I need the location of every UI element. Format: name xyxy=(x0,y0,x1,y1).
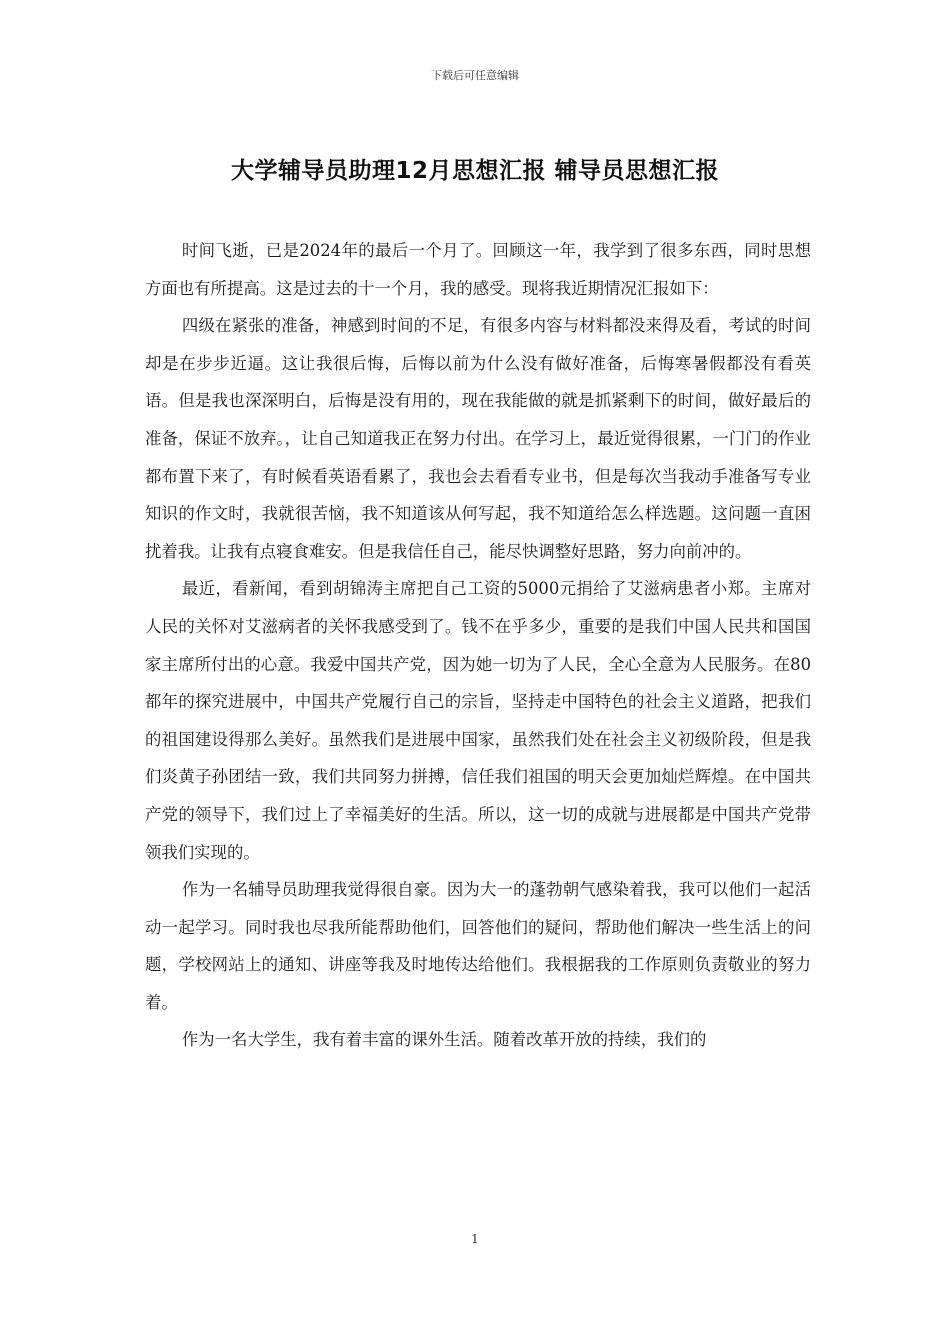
page-number: 1 xyxy=(471,1232,479,1246)
paragraph-2: 四级在紧张的准备，神感到时间的不足，有很多内容与材料都没来得及看，考试的时间却是在步步近逼。这让我很后悔，后悔以前为什么没有做好准备，后悔寒暑假都没有看英语。但是我也深深明白，后悔是没有用的，现在我能做的就是抓紧剩下的时间，做好最后的准备，保证不放弃。，让自己知道我正在努力付出。在学习上，最近觉得很累，一门门的作业都布置下来了，有时候看英语看累了，我也会去看看专业书，但是每次当我动手准备写专业知识的作文时，我就很苦恼，我不知道该从何写起，我不知道给怎么样选题。这问题一直困扰着我。让我有点寝食难安。但是我信任自己，能尽快调整好思路，努力向前冲的。 xyxy=(145,316,811,561)
document-body xyxy=(145,232,811,1059)
paragraph-5: 作为一名大学生，我有着丰富的课外生活。随着改革开放的持续，我们的 xyxy=(181,1030,707,1050)
document-title: 大学辅导员助理12月思想汇报 辅导员思想汇报 xyxy=(230,158,719,184)
paragraph-1: 时间飞逝，已是2024年的最后一个月了。回顾这一年，我学到了很多东西，同时思想方面也有所提高。这是过去的十一个月，我的感受。现将我近期情况汇报如下： xyxy=(145,241,811,298)
paragraph-3: 最近，看新闻，看到胡锦涛主席把自己工资的5000元捐给了艾滋病患者小郑。主席对人民的关怀对艾滋病者的关怀我感受到了。钱不在乎多少，重要的是我们中国人民共和国国家主席所付出的心意。我爱中国共产党，因为她一切为了人民，全心全意为人民服务。在80都年的探究进展中，中国共产党履行自己的宗旨，坚持走中国特色的社会主义道路，把我们的祖国建设得那么美好。虽然我们是进展中国家，虽然我们处在社会主义初级阶段，但是我们炎黄子孙团结一致，我们共同努力拼搏，信任我们祖国的明天会更加灿烂辉煌。在中国共产党的领导下，我们过上了幸福美好的生活。所以，这一切的成就与进展都是中国共产党带领我们实现的。 xyxy=(145,579,811,862)
paragraph-4: 作为一名辅导员助理我觉得很自豪。因为大一的蓬勃朝气感染着我，我可以他们一起活动一起学习。同时我也尽我所能帮助他们，回答他们的疑问，帮助他们解决一些生活上的问题，学校网站上的通知、讲座等我及时地传达给他们。我根据我的工作原则负责敬业的努力着。 xyxy=(145,880,811,1012)
header-note: 下载后可任意编辑 xyxy=(431,69,519,82)
